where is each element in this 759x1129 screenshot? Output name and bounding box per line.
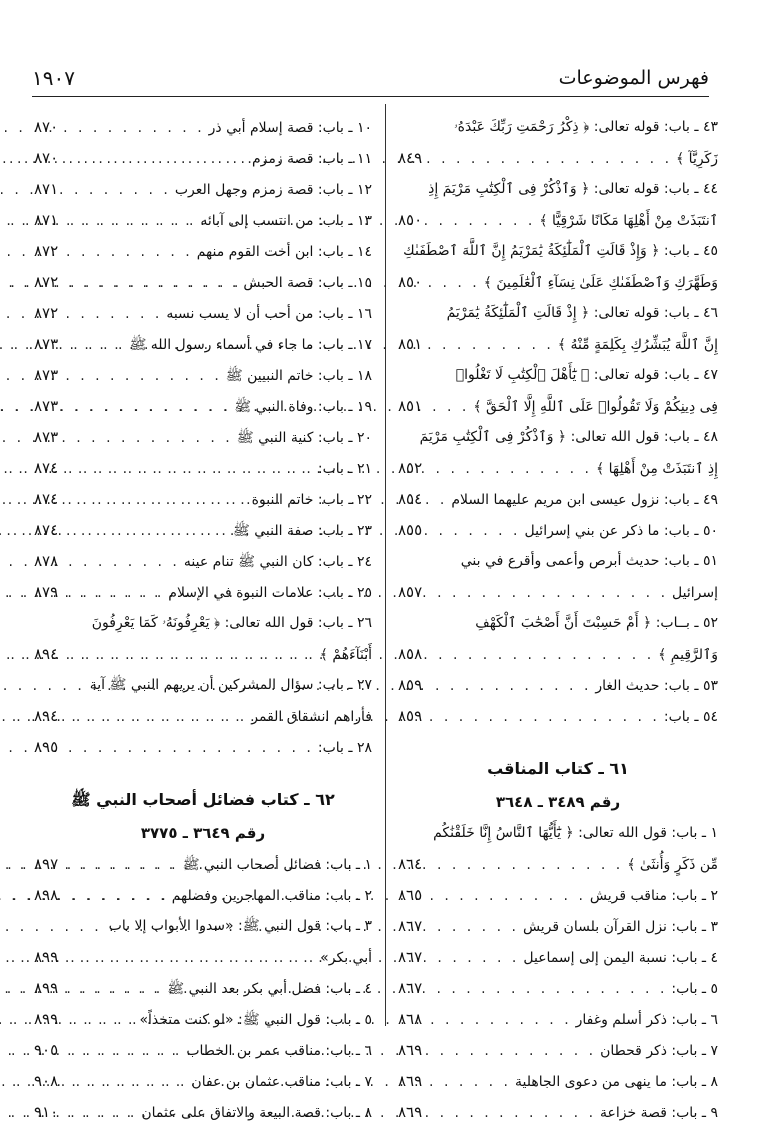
leader-dots	[58, 175, 175, 206]
leader-dots	[422, 671, 595, 702]
leader-dots	[422, 392, 473, 423]
entry-page-number: ٨٦٧	[398, 948, 423, 966]
leader-dots	[58, 1036, 186, 1067]
leader-dots	[422, 1005, 575, 1036]
entry-text: ٢٠ ـ باب: كنية النبي ﷺ	[236, 430, 372, 446]
toc-entry	[398, 911, 718, 942]
entry-page-number: ٨٦٧	[398, 917, 423, 935]
leader-dots	[422, 974, 671, 1005]
entry-page-number: ٨٩٤	[34, 707, 59, 725]
toc-entry	[398, 973, 718, 1004]
entry-page-number: ٩٠٨	[34, 1072, 59, 1090]
entry-text: ٣ ـ باب: نزل القرآن بلسان قريش	[522, 919, 718, 935]
entry-text: ٧ ـ باب: ذكر قحطان	[600, 1043, 718, 1059]
entry-page-number: ٨٧٣	[34, 397, 59, 415]
entry-page-number: ٨٧٩	[34, 583, 59, 601]
toc-entry	[398, 880, 718, 911]
toc-entry	[398, 112, 718, 143]
entry-page-number: ٨٩٩	[34, 1010, 59, 1028]
toc-entry	[398, 360, 718, 391]
toc-entry	[398, 1004, 718, 1035]
toc-entry	[398, 329, 718, 360]
entry-text: ٱنتَبَذَتْ مِنْ أَهْلِهَا مَكَانًا شَرْقِيًّا ﴾	[539, 213, 718, 229]
leader-dots	[58, 206, 200, 237]
entry-text: ٤٩ ـ باب: نزول عيسى ابن مريم عليهما السلام	[451, 492, 718, 508]
entry-text: ٢ ـ باب: مناقب قريش	[589, 888, 718, 904]
toc-entry	[34, 391, 372, 422]
toc-entry	[34, 360, 372, 391]
section-gap	[398, 732, 718, 752]
leader-dots	[422, 640, 658, 671]
entry-text: ٥١ ـ باب: حديث أبرص وأعمى وأقرع في بني	[460, 553, 718, 569]
toc-entry	[398, 577, 718, 608]
toc-entry	[398, 818, 718, 849]
toc-entry	[34, 639, 372, 670]
entry-page-number: ٨٦٥	[398, 886, 423, 904]
entry-text: ٣ ـ باب: قول النبي ﷺ: «سدوا الأبواب إلا باب	[108, 918, 372, 934]
leader-dots	[58, 578, 168, 609]
toc-entry	[34, 329, 372, 360]
toc-entry	[398, 608, 718, 639]
toc-entry	[34, 1066, 372, 1097]
left-entries-a	[34, 112, 372, 763]
entry-text: إِنَّ ٱللَّهَ يُبَشِّرُكِ بِكَلِمَةٍ مِّنْهُ ﴾	[557, 337, 718, 353]
entry-text: ٦ ـ باب: مناقب عمر بن الخطاب	[186, 1043, 372, 1059]
toc-entry	[34, 880, 372, 911]
toc-entry	[34, 1004, 372, 1035]
leader-dots	[58, 330, 129, 361]
entry-text: ٤٤ ـ باب: قوله تعالى: ﴿ وَٱذْكُرْ فِى ٱلْكِتَٰبِ مَرْيَمَ إِذِ	[428, 181, 718, 197]
leader-dots	[422, 702, 664, 733]
entry-text: ٦ ـ باب: ذكر أسلم وغفار	[575, 1012, 718, 1028]
leader-dots	[58, 392, 234, 423]
leader-dots	[58, 1067, 191, 1098]
leader-dots	[58, 850, 182, 881]
entry-text: ١ ـ باب: قول الله تعالى: ﴿ يَٰٓأَيُّهَا ٱلنَّاسُ إِنَّا خَلَقْنَٰكُم	[433, 825, 718, 841]
entry-text: ٤ ـ باب: فضل أبي بكر بعد النبي ﷺ	[167, 981, 372, 997]
leader-dots	[422, 330, 558, 361]
entry-page-number: ٩١٠	[34, 1103, 59, 1121]
leader-dots	[58, 974, 167, 1005]
entry-page-number: ٨٥٠	[398, 273, 423, 291]
toc-entry	[34, 174, 372, 205]
entry-page-number: ٨٩٤	[34, 645, 59, 663]
toc-entry	[398, 670, 718, 701]
entry-page-number: ٨٥٩	[398, 707, 423, 725]
right-entries-a	[398, 112, 718, 732]
entry-page-number: ٨٦٩	[398, 1072, 423, 1090]
entry-text: ٥٠ ـ باب: ما ذكر عن بني إسرائيل	[524, 523, 718, 539]
entry-page-number: ٨٧٤	[34, 459, 59, 477]
entry-text: ٢٦ ـ باب: قول الله تعالى: ﴿ يَعْرِفُونَهُۥ كَمَا يَعْرِفُونَ	[91, 615, 372, 631]
toc-entry	[398, 701, 718, 732]
toc-entry	[34, 298, 372, 329]
toc-entry	[398, 143, 718, 174]
entry-text: ١٤ ـ باب: ابن أخت القوم منهم	[196, 244, 372, 260]
entry-text: ١ ـ باب: فضائل أصحاب النبي ﷺ	[182, 857, 372, 873]
entry-page-number: ٨٧٨	[34, 552, 59, 570]
entry-text: ١١ ـ باب: قصة زمزم	[252, 151, 372, 167]
leader-dots	[58, 640, 320, 671]
page-header	[32, 60, 709, 97]
entry-text: ١٦ ـ باب: من أحب أن لا يسب نسبه	[166, 306, 372, 322]
leader-dots	[422, 206, 539, 237]
entry-text: ٧ ـ باب: مناقب عثمان بن عفان	[191, 1074, 372, 1090]
entry-page-number: ٨٩٩	[34, 979, 59, 997]
entry-page-number: ٨٥٩	[398, 676, 423, 694]
leader-dots	[422, 1098, 600, 1129]
entry-page-number: ٨٩٧	[34, 855, 59, 873]
toc-entry	[398, 1035, 718, 1066]
entry-page-number: ٨٩٩	[34, 948, 59, 966]
toc-entry	[398, 422, 718, 453]
toc-entry	[34, 849, 372, 880]
entry-text: ٢٢ ـ باب: خاتم النبوة	[251, 492, 372, 508]
toc-entry	[34, 608, 372, 639]
entry-page-number: ٨٥٧	[398, 583, 423, 601]
section-gap	[34, 763, 372, 783]
toc-entry	[34, 236, 372, 267]
entry-text: ٥٢ ـ بــاب: ﴿ أَمْ حَسِبْتَ أَنَّ أَصْحَٰبَ ٱلْكَهْفِ	[475, 615, 718, 631]
entry-text: ١٣ ـ باب: من انتسب إلى آبائه	[200, 213, 372, 229]
toc-entry	[398, 942, 718, 973]
entry-text: ٨ ـ باب: قصة البيعة والاتفاق على عثمان	[141, 1105, 372, 1121]
entry-text: ٤٦ ـ باب: قوله تعالى: ﴿ إِذْ قَالَتِ ٱلْمَلَٰٓئِكَةُ يَٰمَرْيَمُ	[446, 305, 718, 321]
toc-entry	[398, 515, 718, 546]
entry-page-number: ٨٥١	[398, 335, 423, 353]
entry-text: ٥٣ ـ باب: حديث الغار	[595, 678, 718, 694]
entry-page-number: ٨٥٥	[398, 521, 423, 539]
section-title: ٦١ ـ كتاب المناقب	[487, 759, 629, 778]
entry-page-number: ٨٧٣	[34, 428, 59, 446]
entry-page-number: ٨٦٩	[398, 1041, 423, 1059]
entry-page-number: ٨٧٢	[34, 304, 59, 322]
toc-entry	[34, 911, 372, 942]
right-column	[398, 112, 718, 1128]
entry-text: ١٥ ـ باب: قصة الحبش	[243, 275, 372, 291]
entry-page-number: ٨٥٨	[398, 645, 423, 663]
entry-page-number: ٨٥٤	[398, 490, 423, 508]
entry-text: ٥ ـ باب: قول النبي ﷺ: «لو كنت متخذاً»	[139, 1012, 372, 1028]
entry-text: ٤٨ ـ باب: قول الله تعالى: ﴿ وَٱذْكُرْ فِى ٱلْكِتَٰبِ مَرْيَمَ	[419, 429, 718, 445]
toc-entry	[34, 143, 372, 174]
toc-entry	[34, 453, 372, 484]
entry-text: ٢٣ ـ باب: صفة النبي ﷺ	[232, 523, 372, 539]
toc-entry	[34, 205, 372, 236]
toc-entry	[398, 639, 718, 670]
entry-page-number: ٨٧٢	[34, 273, 59, 291]
entry-page-number: ٨٧١	[34, 211, 59, 229]
entry-text: ١٧ ـ باب: ما جاء في أسماء رسول الله ﷺ	[129, 337, 372, 353]
entry-text: ٢١ ـ باب:	[317, 461, 372, 477]
entry-text: ١٩ ـ باب: وفاة النبي ﷺ	[234, 399, 372, 415]
entry-text: ٢٧ ـ باب: سؤال المشركين أن يريهم النبي ﷺ آية	[89, 677, 372, 693]
entry-text: ١٠ ـ باب: قصة إسلام أبي ذر	[208, 120, 372, 136]
entry-text: إِذِ ٱنتَبَذَتْ مِنْ أَهْلِهَا ﴾	[596, 461, 718, 477]
toc-entry	[398, 205, 718, 236]
section-range: رقم ٣٤٨٩ ـ ٣٦٤٨	[495, 793, 621, 811]
leader-dots	[58, 113, 208, 144]
entry-page-number: ٨٧٤	[34, 521, 59, 539]
toc-entry	[398, 236, 718, 267]
right-entries-b	[398, 818, 718, 1128]
toc-entry	[34, 267, 372, 298]
leader-dots	[58, 299, 166, 330]
leader-dots	[422, 144, 676, 175]
entry-page-number: ٩٠٥	[34, 1041, 59, 1059]
entry-text: ٩ ـ باب: قصة خزاعة	[600, 1105, 718, 1121]
section-range: رقم ٣٦٤٩ ـ ٣٧٧٥	[140, 824, 266, 842]
entry-page-number: ٨٦٤	[398, 855, 423, 873]
leader-dots	[58, 881, 172, 912]
leader-dots	[422, 912, 523, 943]
toc-entry	[34, 1035, 372, 1066]
entry-page-number: ٨٩٨	[34, 886, 59, 904]
entry-page-number: ٨٦٧	[398, 979, 423, 997]
entry-page-number: ٨٧١	[34, 180, 59, 198]
entry-text: ٨ ـ باب: ما ينهى من دعوى الجاهلية	[515, 1074, 718, 1090]
toc-entry	[34, 942, 372, 973]
entry-text: أبي بكر»	[320, 950, 372, 966]
leader-dots	[422, 1036, 600, 1067]
entry-text: ٤٥ ـ باب: ﴿ وَإِذْ قَالَتِ ٱلْمَلَٰٓئِكَةُ يَٰمَرْيَمُ إِنَّ ٱللَّهَ ٱصْطَفَىٰكِ	[403, 243, 718, 259]
entry-text: ٢ ـ باب: مناقب المهاجرين وفضلهم	[171, 888, 372, 904]
entry-text: فأراهم انشقاق القمر	[251, 709, 372, 725]
section-title: ٦٢ ـ كتاب فضائل أصحاب النبي ﷺ	[71, 790, 335, 809]
entry-text: ٢٨ ـ باب:	[317, 740, 372, 756]
entry-page-number: ٨٦٨	[398, 1010, 423, 1028]
toc-entry	[398, 546, 718, 577]
leader-dots	[58, 361, 226, 392]
leader-dots	[58, 423, 237, 454]
entry-page-number: ٨٥١	[398, 397, 423, 415]
entry-page-number: ٨٧٤	[34, 490, 59, 508]
leader-dots	[422, 485, 451, 516]
toc-entry	[34, 546, 372, 577]
leader-dots	[422, 454, 596, 485]
leader-dots	[58, 943, 320, 974]
leader-dots	[422, 850, 627, 881]
toc-entry	[34, 112, 372, 143]
page-title: فهرس الموضوعات	[558, 67, 709, 89]
entry-text: وَٱلرَّقِيمِ ﴾	[658, 647, 718, 663]
entry-text: ١٢ ـ باب: قصة زمزم وجهل العرب	[174, 182, 372, 198]
toc-entry	[398, 453, 718, 484]
entry-page-number: ٨٧٠	[34, 149, 59, 167]
entry-text: ٥٤ ـ باب:	[663, 709, 718, 725]
leader-dots	[58, 237, 197, 268]
entry-page-number: ٨٦٩	[398, 1103, 423, 1121]
entry-text: ٥ ـ باب:	[671, 981, 718, 997]
toc-entry	[398, 849, 718, 880]
toc-entry	[34, 670, 372, 701]
toc-entry	[398, 174, 718, 205]
leader-dots	[58, 733, 318, 764]
entry-text: إسرائيل	[672, 585, 718, 601]
leader-dots	[422, 516, 524, 547]
entry-text: زَكَرِيَّآ ﴾	[676, 151, 718, 167]
leader-dots	[58, 485, 252, 516]
leader-dots	[422, 578, 672, 609]
entry-page-number: ٨٧٢	[34, 242, 59, 260]
toc-entry	[398, 298, 718, 329]
entry-page-number: ٨٥٢	[398, 459, 423, 477]
entry-text: ٤ ـ باب: نسبة اليمن إلى إسماعيل	[523, 950, 718, 966]
entry-text: فِى دِينِكُمْ وَلَا تَقُولُوا۟ عَلَى ٱللَّهِ إِلَّا ٱلْحَقَّ ﴾	[473, 399, 718, 415]
page-number: ١٩٠٧	[32, 66, 75, 90]
leader-dots	[58, 144, 252, 175]
leader-dots	[422, 1067, 515, 1098]
entry-page-number: ٨٧٣	[34, 335, 59, 353]
entry-text: أَبْنَآءَهُمْ ﴾	[319, 647, 372, 663]
leader-dots	[422, 268, 484, 299]
toc-entry	[398, 1097, 718, 1128]
leader-dots	[58, 454, 318, 485]
toc-entry	[398, 391, 718, 422]
leader-dots	[58, 516, 233, 547]
toc-entry	[34, 1097, 372, 1128]
toc-entry	[34, 515, 372, 546]
leader-dots	[58, 1005, 139, 1036]
entry-page-number: ٨٥٠	[398, 211, 423, 229]
entry-page-number: ٨٧٠	[34, 118, 59, 136]
leader-dots	[58, 268, 243, 299]
toc-entry	[34, 701, 372, 732]
leader-dots	[422, 881, 590, 912]
toc-entry	[34, 732, 372, 763]
leader-dots	[58, 1098, 141, 1129]
entry-page-number: ٨٧٣	[34, 366, 59, 384]
entry-text: ٤٣ ـ باب: قوله تعالى: ﴿ ذِكْرُ رَحْمَتِ رَبِّكَ عَبْدَهُۥ	[454, 119, 718, 135]
leader-dots	[58, 547, 184, 578]
entry-page-number: ٨٩٥	[34, 738, 59, 756]
toc-entry	[398, 484, 718, 515]
left-entries-b	[34, 849, 372, 1128]
entry-text: ٢٤ ـ باب: كان النبي ﷺ تنام عينه	[183, 554, 372, 570]
entry-text: ٤٧ ـ باب: قوله تعالى: ﴿ يَٰٓأَهْلَ ٱلْكِتَٰبِ لَا تَغْلُوا۟	[455, 367, 718, 383]
entry-text: ٢٥ ـ باب: علامات النبوة في الإسلام	[168, 585, 372, 601]
toc-entry	[34, 973, 372, 1004]
entry-text: ١٨ ـ باب: خاتم النبيين ﷺ	[225, 368, 372, 384]
entry-page-number: ٨٤٩	[398, 149, 423, 167]
left-column	[34, 112, 372, 1128]
entry-text: مِّن ذَكَرٍ وَأُنثَىٰ ﴾	[627, 857, 718, 873]
toc-entry	[398, 267, 718, 298]
toc-entry	[34, 484, 372, 515]
leader-dots	[58, 702, 251, 733]
toc-entry	[398, 1066, 718, 1097]
toc-entry	[34, 577, 372, 608]
entry-text: وَطَهَّرَكِ وَٱصْطَفَىٰكِ عَلَىٰ نِسَآءِ ٱلْعَٰلَمِينَ ﴾	[483, 275, 718, 291]
leader-dots	[422, 943, 523, 974]
toc-entry	[34, 422, 372, 453]
